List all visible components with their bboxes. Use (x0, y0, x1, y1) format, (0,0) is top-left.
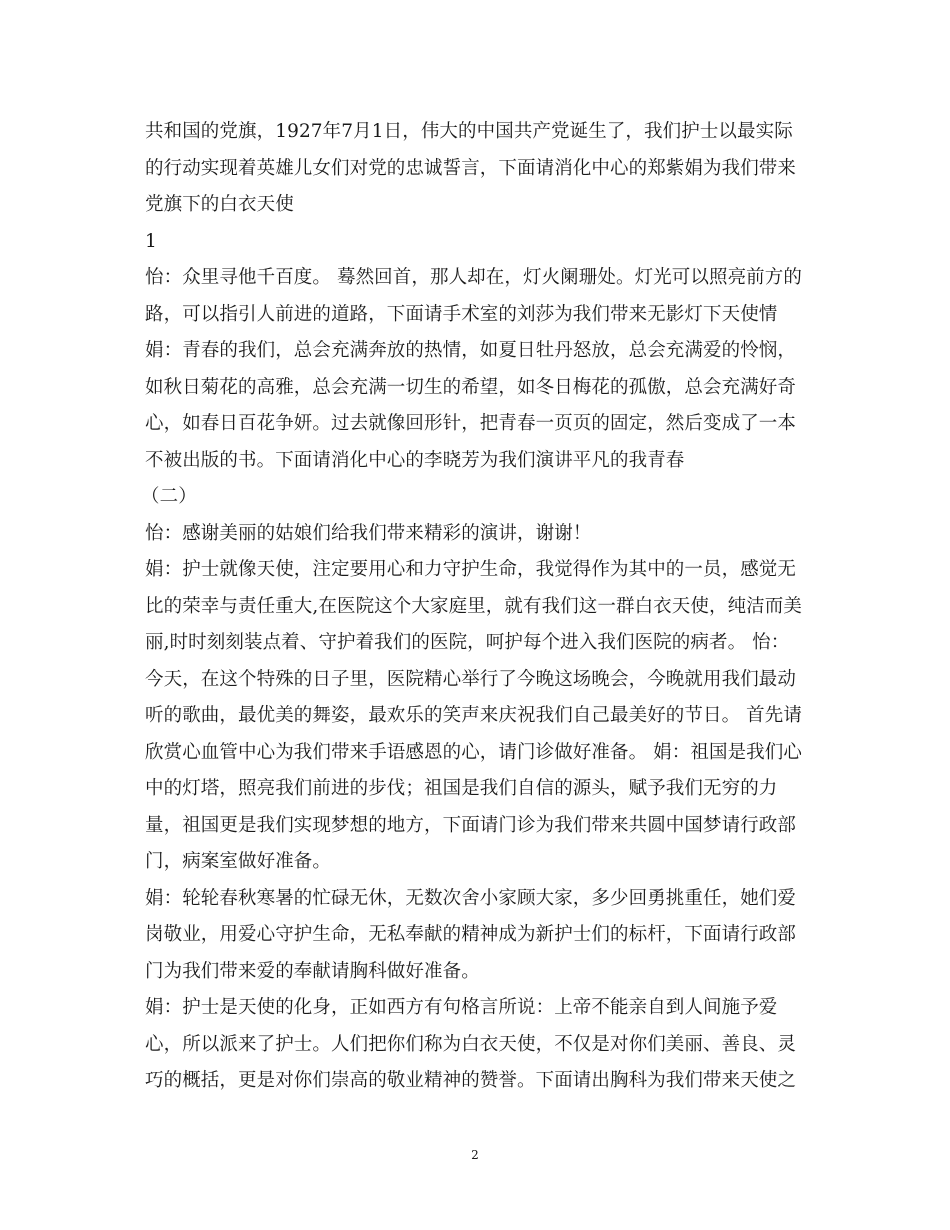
text-line: 心，所以派来了护士。人们把你们称为白衣天使，不仅是对你们美丽、善良、灵 (145, 1033, 797, 1055)
text-line: 如秋日菊花的高雅，总会充满一切生的希望，如冬日梅花的孤傲，总会充满好奇 (145, 376, 797, 398)
text-line: 门，病案室做好准备。 (145, 851, 332, 872)
text-line: 怡：感谢美丽的姑娘们给我们带来精彩的演讲，谢谢！ (145, 522, 592, 544)
page-number: 2 (471, 1148, 479, 1162)
text-line: 中的灯塔，照亮我们前进的步伐；祖国是我们自信的源头，赋予我们无穷的力 (145, 778, 778, 799)
text-line: 比的荣幸与责任重大,在医院这个大家庭里，就有我们这一群白衣天使，纯洁而美 (145, 595, 802, 617)
text-line: 娟：护士是天使的化身，正如西方有句格言所说：上帝不能亲自到人间施予爱 (145, 997, 778, 1018)
text-line: 娟：青春的我们，总会充满奔放的热情，如夏日牡丹怒放，总会充满爱的怜悯， (145, 340, 797, 361)
text-line: 听的歌曲，最优美的舞姿，最欢乐的笑声来庆祝我们自己最美好的节日。 首先请 (145, 705, 802, 726)
text-line: 党旗下的白衣天使 (145, 194, 294, 215)
text-line: 丽,时时刻刻装点着、守护着我们的医院，呵护每个进入我们医院的病者。 怡： (145, 632, 790, 653)
text-line: 娟：轮轮春秋寒暑的忙碌无休，无数次舍小家顾大家，多少回勇挑重任，她们爱 (145, 887, 797, 909)
text-line: 今天，在这个特殊的日子里，医院精心举行了今晚这场晚会，今晚就用我们最动 (145, 668, 797, 690)
text-line: 娟：护士就像天使，注定要用心和力守护生命，我觉得作为其中的一员，感觉无 (145, 559, 797, 580)
text-line: 的行动实现着英雄儿女们对党的忠诚誓言，下面请消化中心的郑紫娟为我们带来 (145, 157, 797, 179)
document-body (141, 114, 807, 1100)
text-line: 路，可以指引人前进的道路，下面请手术室的刘莎为我们带来无影灯下天使情 (145, 303, 778, 325)
section-number: 1 (145, 230, 157, 252)
text-line: 不被出版的书。下面请消化中心的李晓芳为我们演讲平凡的我青春 (145, 449, 685, 471)
text-line: 量，祖国更是我们实现梦想的地方，下面请门诊为我们带来共圆中国梦请行政部 (145, 814, 797, 836)
text-line: 欣赏心血管中心为我们带来手语感恩的心，请门诊做好准备。 娟：祖国是我们心 (145, 741, 802, 763)
text-line: 怡：众里寻他千百度。 蓦然回首，那人却在，灯火阑珊处。灯光可以照亮前方的 (145, 267, 802, 288)
text-line: 岗敬业，用爱心守护生命，无私奉献的精神成为新护士们的标杆，下面请行政部 (145, 924, 797, 945)
text-line: 巧的概括，更是对你们崇高的敬业精神的赞誉。下面请出胸科为我们带来天使之 (145, 1070, 797, 1091)
section-heading: （二） (141, 486, 197, 507)
text-line: 心，如春日百花争妍。过去就像回形针，把青春一页页的固定，然后变成了一本 (145, 413, 797, 434)
text-line: 共和国的党旗，1927年7月1日，伟大的中国共产党诞生了，我们护士以最实际 (145, 121, 793, 142)
text-line: 门为我们带来爱的奉献请胸科做好准备。 (145, 960, 480, 982)
